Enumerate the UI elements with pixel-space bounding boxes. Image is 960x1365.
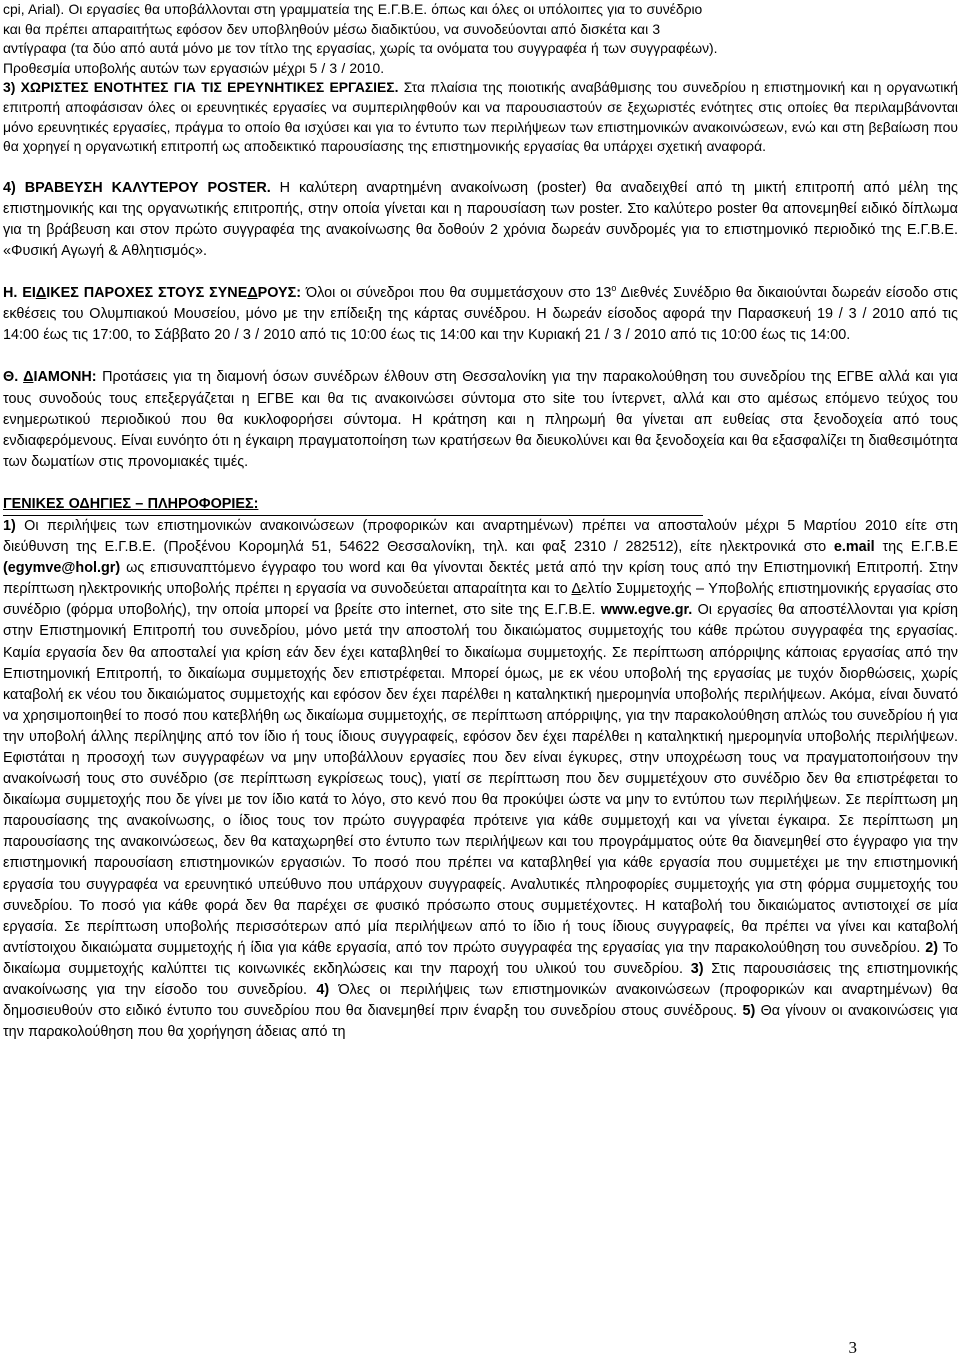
section-h-paragraph (3, 283, 958, 346)
intro-line: Προθεσμία υποβολής αυτών των εργασιών μέχρι 5 / 3 / 2010. (3, 59, 385, 76)
general-item-4-number: 4) (316, 982, 330, 999)
page-number: 3 (848, 1338, 857, 1357)
intro-line: cpi, Arial). Οι εργασίες θα υποβάλλονται στη γραμματεία της Ε.Γ.Β.Ε. όπως και όλες οι υπόλοιπες για το συνέδριο (3, 1, 703, 17)
intro-paragraph (3, 0, 958, 78)
general-item-1-number: 1) (3, 517, 16, 534)
section-theta-paragraph (3, 367, 958, 472)
email-address: (egymve@hol.gr) (3, 560, 121, 577)
section-3-body: Στα πλαίσια της ποιοτικής αναβάθμισης του συνεδρίου η επιστημονική και η οργανωτική επιτροπή αποφάσισαν όλες οι ερευνητικές εργασίες να συμπεριληφθούν και να παρουσιαστούν σε ξεχωριστές ενότητες στις οποίες θα περιλαμβάνονται μόνο ερευνητικές εργασίες, πράγμα το οποίο θα ισχύσει και για το έντυπο των περιλήψεων των επιστημονικών ανακοινώσεων, ενώ και στη βεβαίωση που θα χορηγεί η οργανωτική επιτροπή ως αποδεικτικό παρουσίασης της επιστημονικής εργασίας θα υπάρχει σχετική αναφορά. (3, 79, 958, 155)
general-heading-line (3, 494, 958, 516)
intro-line: και θα πρέπει απαραιτήτως εφόσον δεν υποβληθούν μέσω διαδικτύου, να συνοδεύονται από δισκέτα και 3 (3, 20, 661, 37)
section-3-paragraph (3, 78, 958, 156)
website-link[interactable]: www.egve.gr. (600, 602, 693, 619)
section-theta-body: Προτάσεις για τη διαμονή όσων συνέδρων έλθουν στη Θεσσαλονίκη για την παρακολούθηση του συνεδρίου της ΕΓΒΕ αλλά και για τους συνοδούς τους επεξεργάζεται η ΕΓΒΕ και θα τις ανακοινώσει σύντομα στο site του ίντερνετ, αλλά και στο αμέσως επόμενο τεύχος του ενημερωτικού περιοδικού που θα κυκλοφορήσει σύντομα. Η κράτηση και η πληρωμή θα γίνεται απ ευθείας στα ξενοδοχεία από τους ενδιαφερόμενους. Είναι ευνόητο ότι η έγκαιρη πραγματοποίηση των κρατήσεων θα διευκολύνει και θα ξενοδοχεία και θα εξασφαλίζει τη διαθεσιμότητα των δωματίων στις προνομιακές τιμές. (3, 369, 958, 470)
participation-form-name: ελτίο Συμμετοχής – Υποβολής επιστημονικής εργασίας (581, 581, 932, 598)
section-3-heading: 3) ΧΩΡΙΣΤΕΣ ΕΝΟΤΗΤΕΣ ΓΙΑ ΤΙΣ ΕΡΕΥΝΗΤΙΚΕΣ ΕΡΓΑΣΙΕΣ. (3, 79, 399, 96)
general-heading: ΓΕΝΙΚΕΣ ΟΔΗΓΙΕΣ – ΠΛΗΡΟΦΟΡΙΕΣ: (3, 494, 703, 516)
section-4-heading: 4) ΒΡΑΒΕΥΣΗ ΚΑΛΥΤΕΡΟΥ POSTER. (3, 179, 271, 196)
section-h-body: Όλοι οι σύνεδροι που θα συμμετάσχουν στο $13^o$ Διεθνές Συνέδριο θα δικαιούνται δωρεάν είσοδο στις εκθέσεις του Ολυμπιακού Μουσείου, μόνο με την επίδειξη της κάρτας συνέδρου. Η δωρεάν είσοδος αφορά την Παρασκευή 19 / 3 / 2010 από τις 14:00 έως τις 17:00, το Σάββατο 20 / 3 / 2010 από τις 10:00 έως τις 14:00 και την Κυριακή 21 / 3 / 2010 από τις 10:00 έως τις 14:00. (3, 283, 958, 344)
general-item-5-number: 5) (742, 1003, 756, 1020)
section-h-heading: Η. ΕΙΔΙΚΕΣ ΠΑΡΟΧΕΣ ΣΤΟΥΣ ΣΥΝΕΔΡΟΥΣ: (3, 285, 302, 302)
section-4-body: Η καλύτερη αναρτημένη ανακοίνωση (poster) θα αναδειχθεί από τη μικτή επιτροπή από μέλη της επιστημονικής και της οργανωτικής επιτροπής, στην οποία γίνεται και η παρουσίαση των poster. Στο καλύτερο poster θα απονεμηθεί ειδικό δίπλωμα για τη βράβευση και στον πρώτο συγγραφέα της ανακοίνωσης θα δοθούν 2 χρόνια δωρεάν συνδρομές για το επιστημονικό περιοδικό της Ε.Γ.Β.Ε. «Φυσική Αγωγή & Αθλητισμός». (3, 179, 958, 260)
intro-line: αντίγραφα (τα δύο από αυτά μόνο με τον τίτλο της εργασίας, χωρίς τα ονόματα του συγγραφέα ή των συγγραφέων). (3, 40, 718, 57)
email-label: e.mail (833, 539, 875, 556)
section-theta-heading: Θ. ΔΙΑΜΟΝΗ: (3, 369, 97, 386)
general-paragraph: 1) Οι περιλήψεις των επιστημονικών ανακοινώσεων (προφορικών και αναρτημένων) πρέπει να αποσταλούν μέχρι 5 Μαρτίου 2010 είτε στη διεύθυνση της Ε.Γ.Β.Ε. (Προξένου Κορομηλά 51, 54622 Θεσσαλονίκη, τηλ. και φαξ 2310 / 282512), είτε ηλεκτρονικά στο e.mail της Ε.Γ.Β.Ε (egymve@hol.gr) ως επισυναπτόμενο έγγραφο του word και θα γίνονται δεκτές μετά από την κρίση τους από την Επιστημονική Επιτροπή. Στην περίπτωση ηλεκτρονικής υποβολής πρέπει η εργασία να συνοδεύεται απαραίτητα και το Δελτίο Συμμετοχής – Υποβολής επιστημονικής εργασίας στο συνέδριο (φόρμα υποβολής), την οποία μπορεί να βρείτε στο internet, στο site της Ε.Γ.Β.Ε. www.egve.gr. Οι εργασίες θα αποστέλλονται για κρίση στην Επιστημονική Επιτροπή του συνεδρίου, μόνο μετά την αποστολή του δικαιώματος συμμετοχής του κάθε πρώτου συγγραφέα της εργασίας. Καμία εργασία δεν θα αποσταλεί για κρίση εάν δεν έχει καταβληθεί το δικαίωμα συμμετοχής. Σε περίπτωση απόρριψης κάποιας εργασίας από την Επιστημονική Επιτροπή, το δικαίωμα συμμετοχής δεν επιστρέφεται. Μπορεί όμως, με εκ νέου υποβολή της εργασίας με τυχόν διορθώσεις, χωρίς καταβολή εκ νέου του δικαιώματος συμμετοχής και εφόσον δεν έχει παρέλθει η καταληκτική ημερομηνία υποβολής περιλήψεων. Ακόμα, είναι δυνατό να χρησιμοποιηθεί το ποσό που κατεβλήθη ως δικαίωμα συμμετοχής, σε περίπτωση απόρριψης, για την παρακολούθηση απλώς του συνεδρίου ή για την υποβολή άλλης περίληψης από τον ίδιο ή τους ίδιους συγγραφείς, εφόσον δεν έχει παρέλθει η καταληκτική ημερομηνία υποβολής περιλήψεων. Εφιστάται η προσοχή των συγγραφέων να μην υποβάλλουν εργασίες που δεν είναι έγκυρες, στην υποχρέωση τους να πραγματοποιήσουν την ανακοίνωσή τους στο συνέδριο (σε περίπτωση εγκρίσεως τους), γιατί σε περίπτωση που δεν συμμετέχουν στο συνέδριο δεν θα επιστρέφεται το δικαίωμα συμμετοχής που δε γίνει με τον ίδιο κατά το λόγο, στο κενό που θα προκύψει ώστε να μην το εντύπου των περιλήψεων. Σε περίπτωση μη παρουσίασης της ανακοίνωσης, ο ίδιος τους τον πρώτο συγγραφέα πρότεινε για κάθε συμμετοχή και να γίνεται έγκαιρα. Σε περίπτωση μη παρουσίασης της ανακοινώσεως, δεν θα καταχωρηθεί στο έντυπο των περιλήψεων και του προγράμματος ούτε θα διανεμηθεί στο έγγραφο για την επιστημονική παρουσίαση επιστημονικών εργασιών. Το ποσό που πρέπει να καταβληθεί για κάθε εργασία που συμμετέχει με την επιστημονική εργασία του συγγραφέα να ερευνητικό υπεύθυνο που υπάρχουν συγγραφείς. Αναλυτικές πληροφορίες συμμετοχής για στη φόρμα συμμετοχής του συνεδρίου. Το ποσό για κάθε φορά δεν θα παρέχει σε φυσικό πρόσωπο στους συμμετέχοντες. Η καταβολή του δικαιώματος αντιστοιχεί σε μία εργασία. Σε περίπτωση υποβολής περισσότερων από μία περιλήψεων από το ίδιο ή τους ίδιους συγγραφείς, θα πρέπει να γίνει και καταβολή αντίστοιχου δικαιώματα συμμετοχής ή ίδια για κάθε εργασία, από τον πρώτο συγγραφέα της εργασίας για την παρακολούθηση του συνεδρίου. 2) Το δικαίωμα συμμετοχής καλύπτει τις κοινωνικές εκδηλώσεις και την παροχή του υλικού του συνεδρίου. 3) Στις παρουσιάσεις της επιστημονικής ανακοίνωσης για την είσοδο του συνεδρίου. 4) Όλες οι περιλήψεις των επιστημονικών ανακοινώσεων (προφορικών και αναρτημένων) θα δημοσιευθούν στο ειδικό έντυπο του συνεδρίου που θα διανεμηθεί πριν έναρξη του συνεδρίου στους συνέδρους. 5) Θα γίνουν οι ανακοινώσεις για την παρακολούθηση που θα χορήγηση άδειας από τη (3, 517, 959, 1041)
document-page (3, 0, 958, 1043)
section-4-paragraph (3, 178, 958, 262)
general-item-3-number: 3) (690, 960, 704, 977)
general-item-2-number: 2) (925, 939, 939, 956)
